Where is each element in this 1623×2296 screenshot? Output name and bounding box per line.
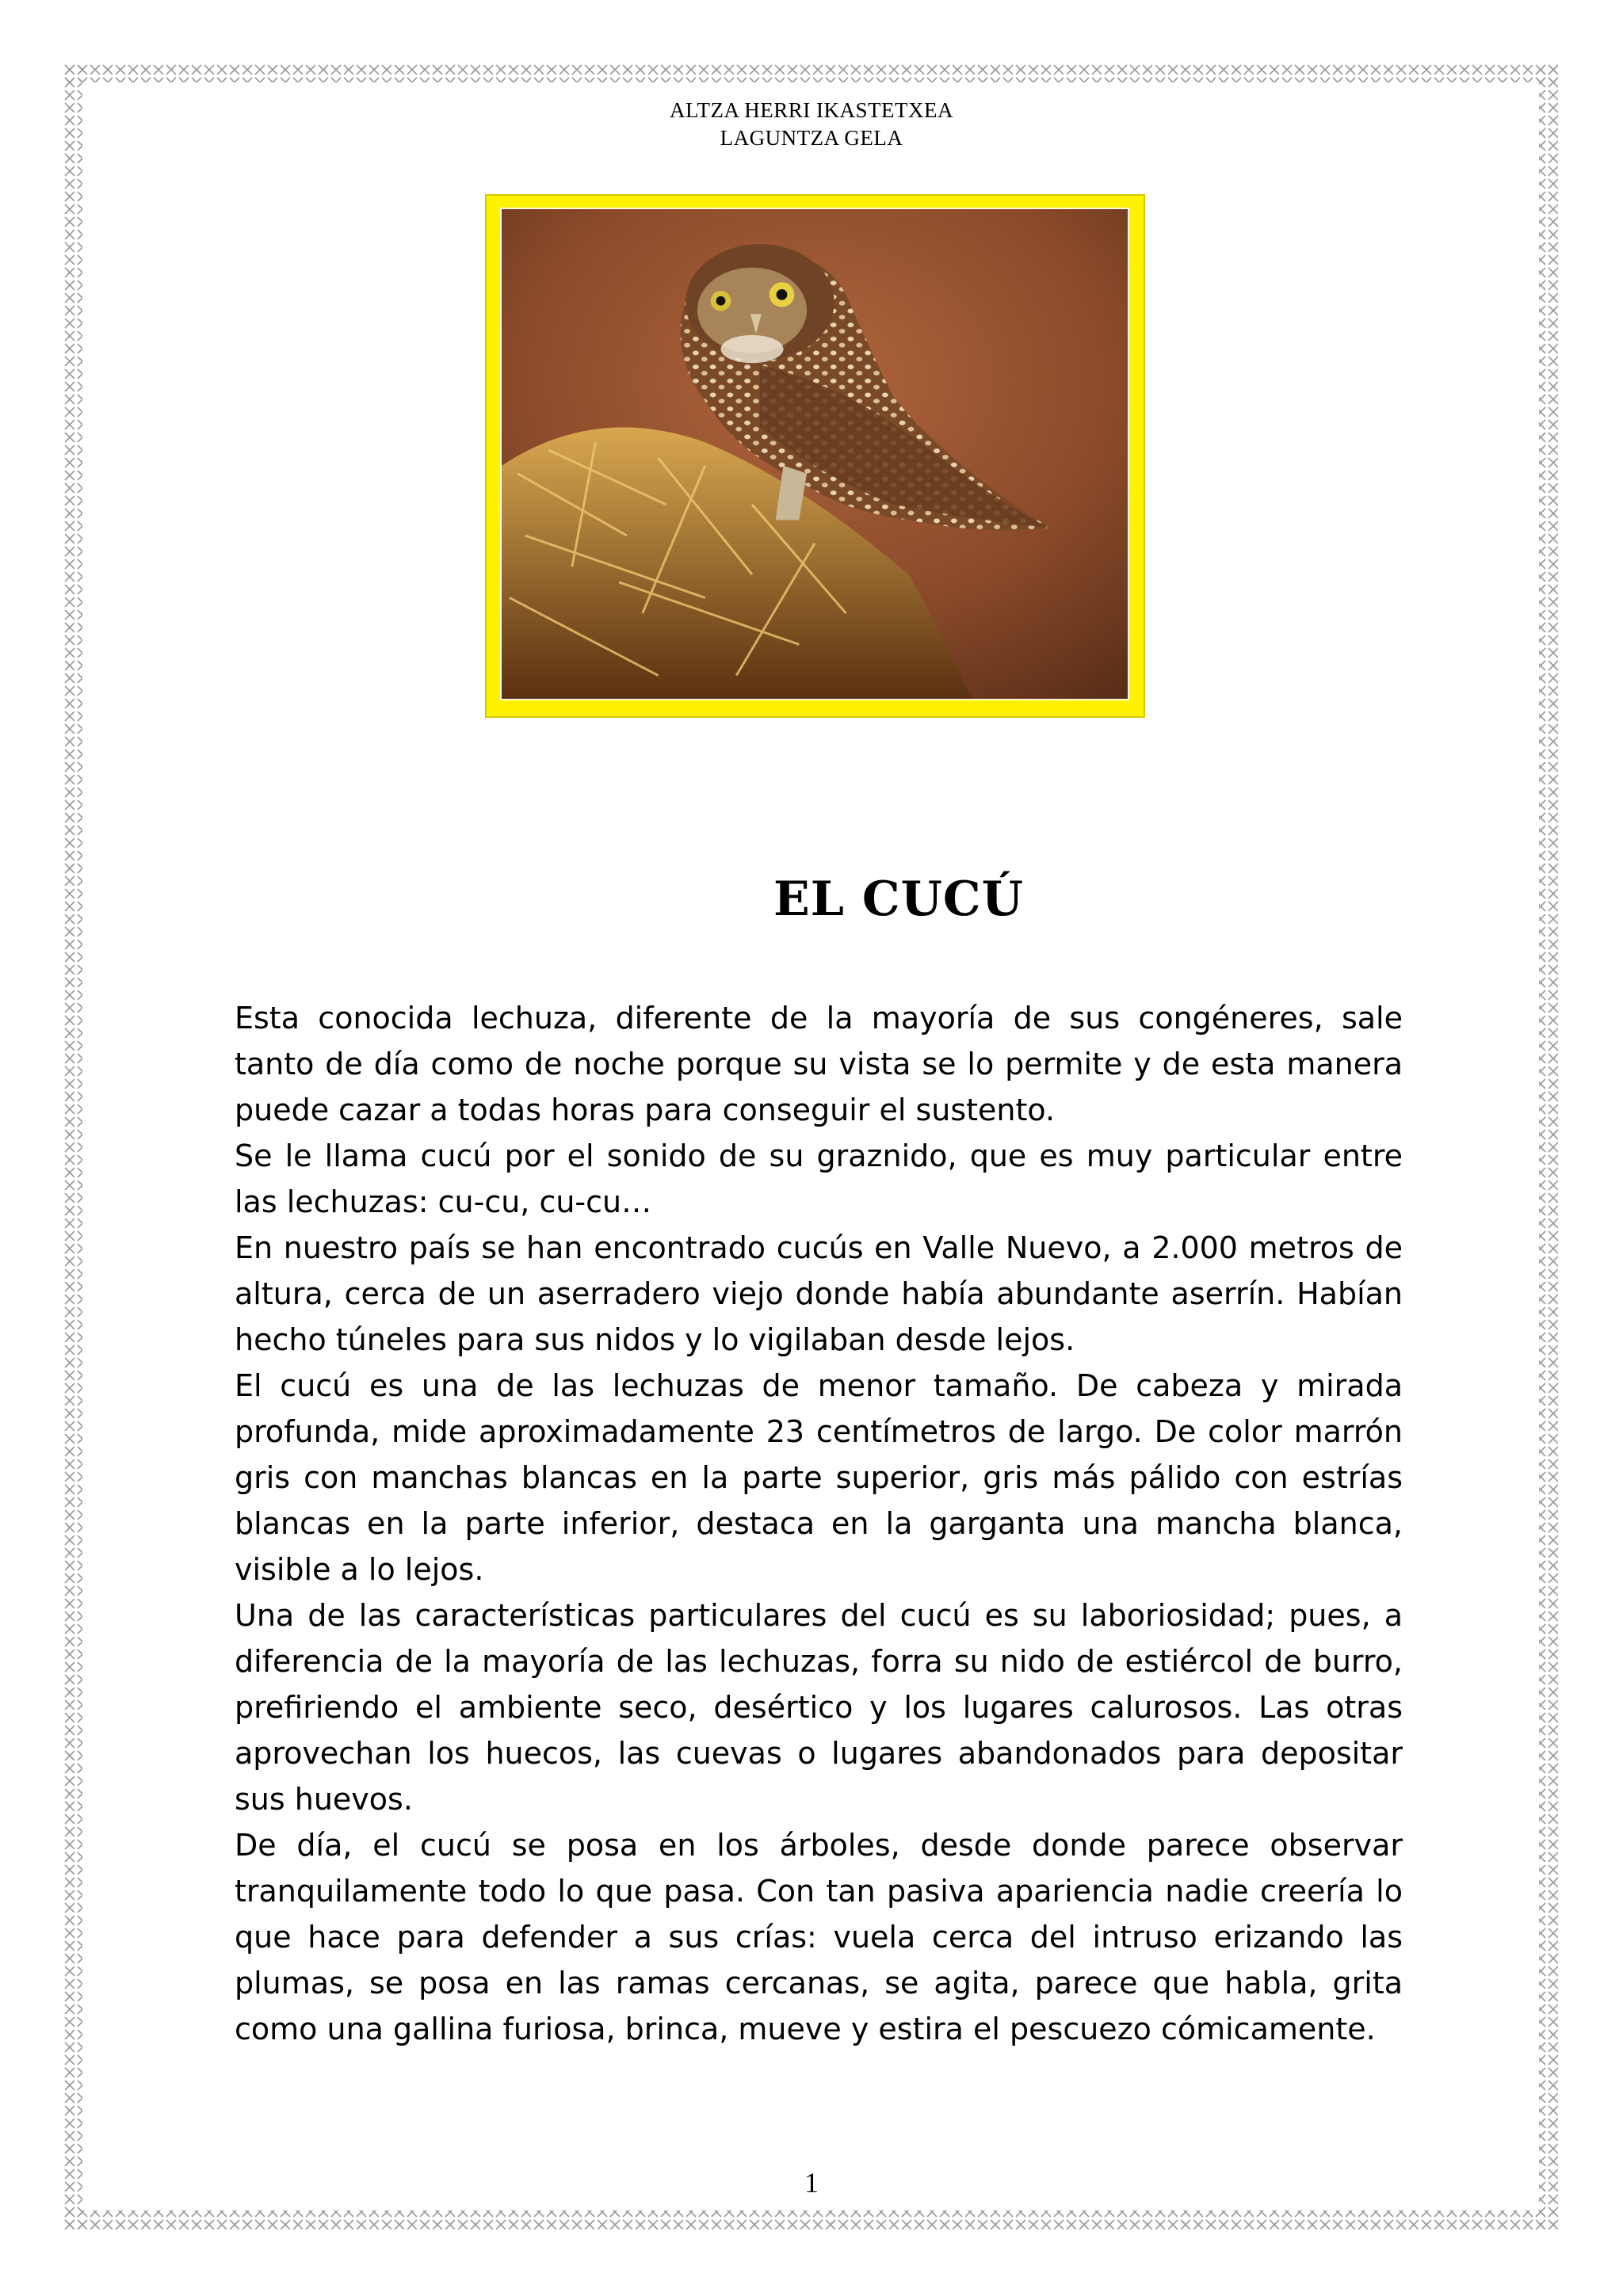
- owl-photo: [502, 209, 1128, 699]
- article-body: [235, 995, 1403, 2052]
- paragraph: El cucú es una de las lechuzas de menor tamaño. De cabeza y mirada profunda, mide aproximadamente 23 centímetros de largo. De color marrón gris con manchas blancas en la parte superior, gris más pálido con estrías blancas en la parte inferior, destaca en la garganta una mancha blanca, visible a lo lejos.: [235, 1368, 1403, 1587]
- owl-photo-frame: [485, 194, 1145, 718]
- paragraph: En nuestro país se han encontrado cucús en Valle Nuevo, a 2.000 metros de altura, cerca de un aserradero viejo donde había abundante aserrín. Habían hecho túneles para sus nidos y lo vigilaban desde lejos.: [235, 1230, 1403, 1357]
- school-name: ALTZA HERRI IKASTETXEA: [670, 98, 953, 122]
- page-title: EL CUCÚ: [773, 871, 1024, 927]
- document-header: [0, 97, 1623, 152]
- paragraph: Esta conocida lechuza, diferente de la mayoría de sus congéneres, sale tanto de día como de noche porque su vista se lo permite y de esta manera puede cazar a todas horas para conseguir el sustento.: [235, 1001, 1403, 1127]
- page-number: 1: [804, 2167, 819, 2199]
- classroom-name: LAGUNTZA GELA: [720, 126, 903, 150]
- paragraph: Se le llama cucú por el sonido de su graznido, que es muy particular entre las lechuzas: cu-cu, cu-cu…: [235, 1138, 1403, 1219]
- paragraph: Una de las características particulares del cucú es su laboriosidad; pues, a diferencia de la mayoría de las lechuzas, forra su nido de estiércol de burro, prefiriendo el ambiente seco, desértico y los lugares calurosos. Las otras aprovechan los huecos, las cuevas o lugares abandonados para depositar sus huevos.: [235, 1598, 1403, 1817]
- paragraph: De día, el cucú se posa en los árboles, desde donde parece observar tranquilamente todo lo que pasa. Con tan pasiva apariencia nadie creería lo que hace para defender a sus crías: vuela cerca del intruso erizando las plumas, se posa en las ramas cercanas, se agita, parece que habla, grita como una gallina furiosa, brinca, mueve y estira el pescuezo cómicamente.: [235, 1828, 1403, 2046]
